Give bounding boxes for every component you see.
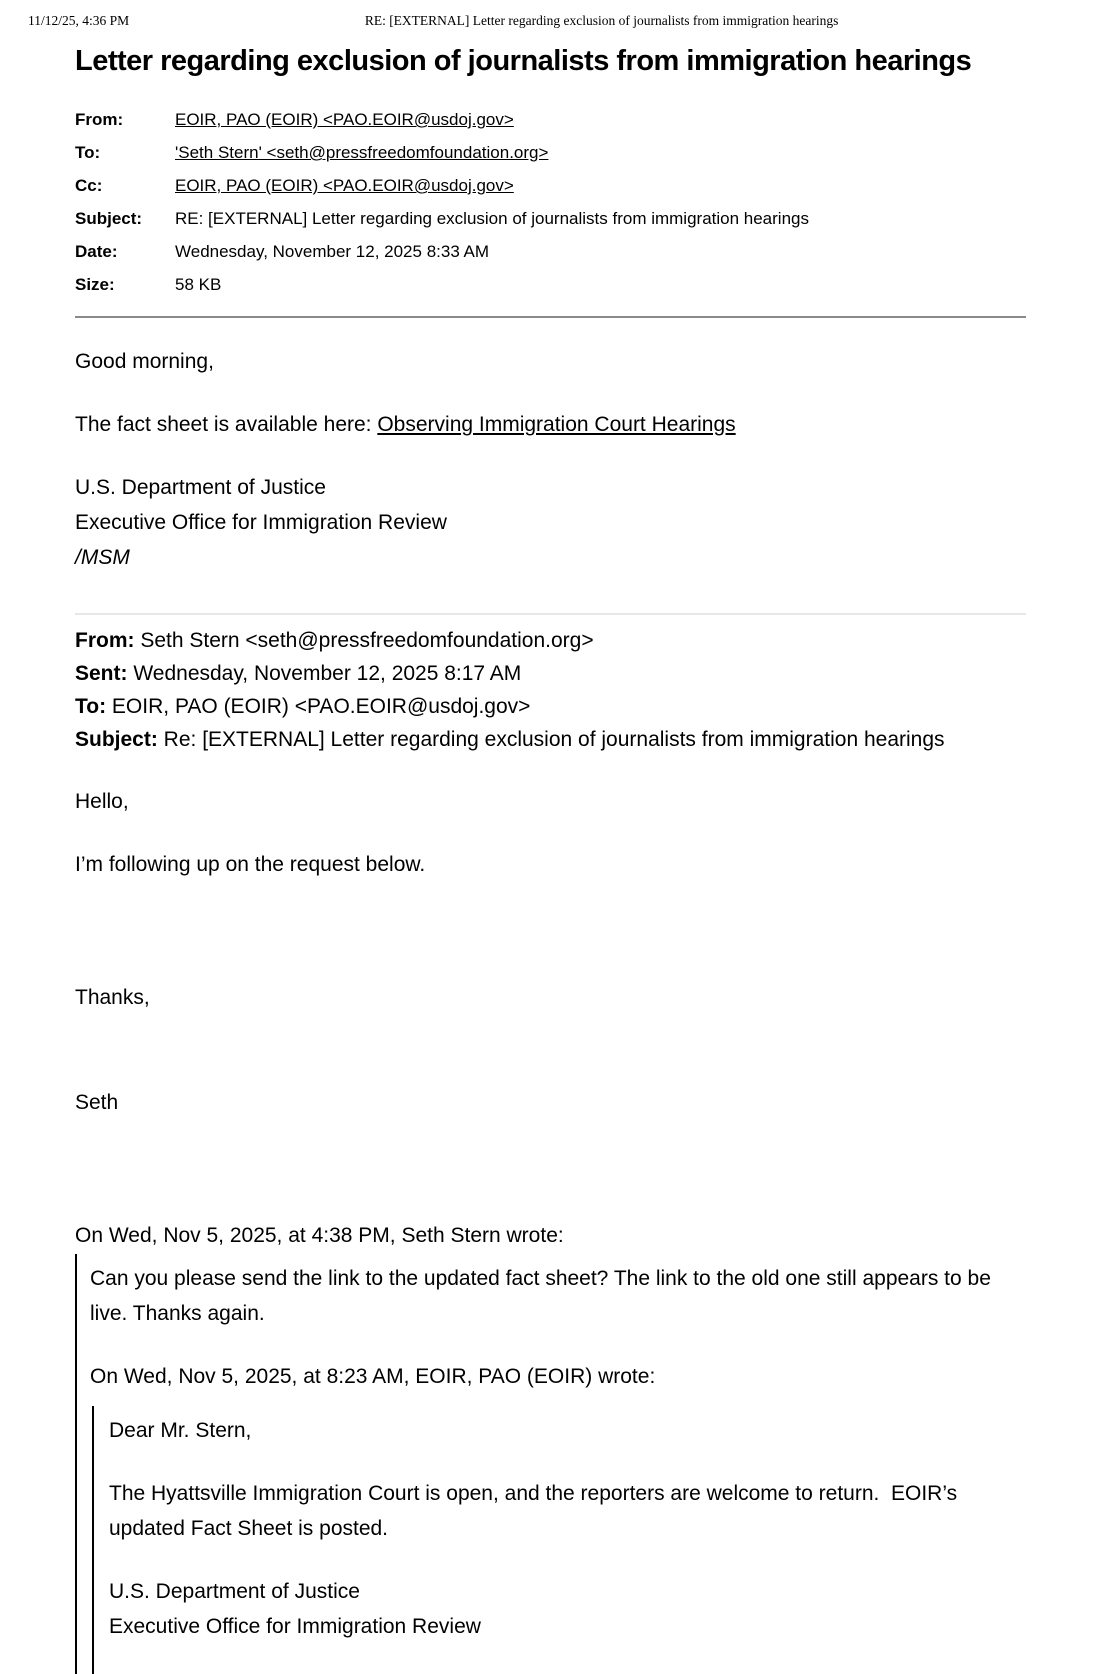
subject-value: RE: [EXTERNAL] Letter regarding exclusion of journalists from immigration hearings — [175, 208, 809, 228]
header-divider — [75, 316, 1026, 318]
quote-level-1 — [75, 1254, 1026, 1674]
quote2-signature-org1: U.S. Department of Justice — [109, 1579, 360, 1603]
quoted-subject-value: Re: [EXTERNAL] Letter regarding exclusion of journalists from immigration hearings — [157, 727, 945, 751]
to-label: To: — [75, 142, 101, 162]
signature-block — [75, 470, 1026, 575]
fact-sheet-intro: The fact sheet is available here: — [75, 412, 378, 436]
fact-sheet-link[interactable]: Observing Immigration Court Hearings — [377, 412, 736, 436]
quoted-from-label: From: — [75, 628, 135, 652]
from-address-link[interactable]: EOIR, PAO (EOIR) <PAO.EOIR@usdoj.gov> — [175, 109, 514, 129]
quoted-sent-row — [75, 657, 1026, 690]
reply-signer: Seth — [75, 1090, 119, 1114]
quoted-to-value: EOIR, PAO (EOIR) <PAO.EOIR@usdoj.gov> — [106, 694, 531, 718]
from-row — [75, 103, 1026, 136]
quoted-sent-value: Wednesday, November 12, 2025 8:17 AM — [127, 661, 522, 685]
from-label: From: — [75, 109, 124, 129]
quoted-headers — [75, 624, 1026, 756]
quote2-attribution: On Wed, Nov 5, 2025, at 8:23 AM, EOIR, PAO (EOIR) wrote: — [90, 1364, 656, 1388]
quoted-sent-label: Sent: — [75, 661, 128, 685]
signature-org1: U.S. Department of Justice — [75, 475, 326, 499]
greeting: Good morning, — [75, 349, 214, 373]
quoted-message-divider — [75, 613, 1026, 615]
quote2-salutation: Dear Mr. Stern, — [109, 1418, 252, 1442]
quote1-text: Can you please send the link to the updated fact sheet? The link to the old one still appears to be live. Thanks again. — [90, 1266, 997, 1325]
quoted-from-row — [75, 624, 1026, 657]
cc-address-link[interactable]: EOIR, PAO (EOIR) <PAO.EOIR@usdoj.gov> — [175, 175, 514, 195]
size-value: 58 KB — [175, 274, 222, 294]
quote2-text: The Hyattsville Immigration Court is open, and the reporters are welcome to return. EOIR’s updated Fact Sheet is posted. — [109, 1481, 963, 1540]
subject-row — [75, 202, 1026, 235]
reply-message: I’m following up on the request below. — [75, 852, 426, 876]
date-value: Wednesday, November 12, 2025 8:33 AM — [175, 241, 490, 261]
size-row — [75, 268, 1026, 301]
quoted-to-row — [75, 690, 1026, 723]
date-row — [75, 235, 1026, 268]
reply-greeting: Hello, — [75, 789, 129, 813]
print-timestamp: 11/12/25, 4:36 PM — [28, 13, 130, 28]
email-header-fields — [75, 103, 1026, 301]
quote-level-2 — [92, 1406, 1026, 1674]
quote2-signature-block — [109, 1574, 1026, 1644]
reply-signoff — [75, 910, 1026, 1190]
message-body — [75, 344, 1026, 1674]
quoted-subject-label: Subject: — [75, 727, 158, 751]
reply-closing: Thanks, — [75, 985, 150, 1009]
cc-row — [75, 169, 1026, 202]
signature-initials: /MSM — [75, 545, 130, 569]
signature-org2: Executive Office for Immigration Review — [75, 510, 447, 534]
print-header — [0, 0, 1102, 29]
date-label: Date: — [75, 241, 118, 261]
print-document-title: RE: [EXTERNAL] Letter regarding exclusion of journalists from immigration hearings — [364, 13, 839, 28]
email-content — [75, 46, 1026, 1674]
quoted-from-value: Seth Stern <seth@pressfreedomfoundation.org> — [134, 628, 594, 652]
cc-label: Cc: — [75, 175, 103, 195]
quote2-signature-org2: Executive Office for Immigration Review — [109, 1614, 481, 1638]
size-label: Size: — [75, 274, 115, 294]
quoted-to-label: To: — [75, 694, 107, 718]
page-title: Letter regarding exclusion of journalists from immigration hearings — [75, 45, 972, 77]
fact-sheet-line — [75, 407, 1026, 442]
subject-label: Subject: — [75, 208, 143, 228]
to-row — [75, 136, 1026, 169]
quoted-subject-row — [75, 723, 1026, 756]
quote1-attribution: On Wed, Nov 5, 2025, at 4:38 PM, Seth Stern wrote: — [75, 1223, 564, 1247]
to-address-link[interactable]: 'Seth Stern' <seth@pressfreedomfoundation.org> — [175, 142, 549, 162]
